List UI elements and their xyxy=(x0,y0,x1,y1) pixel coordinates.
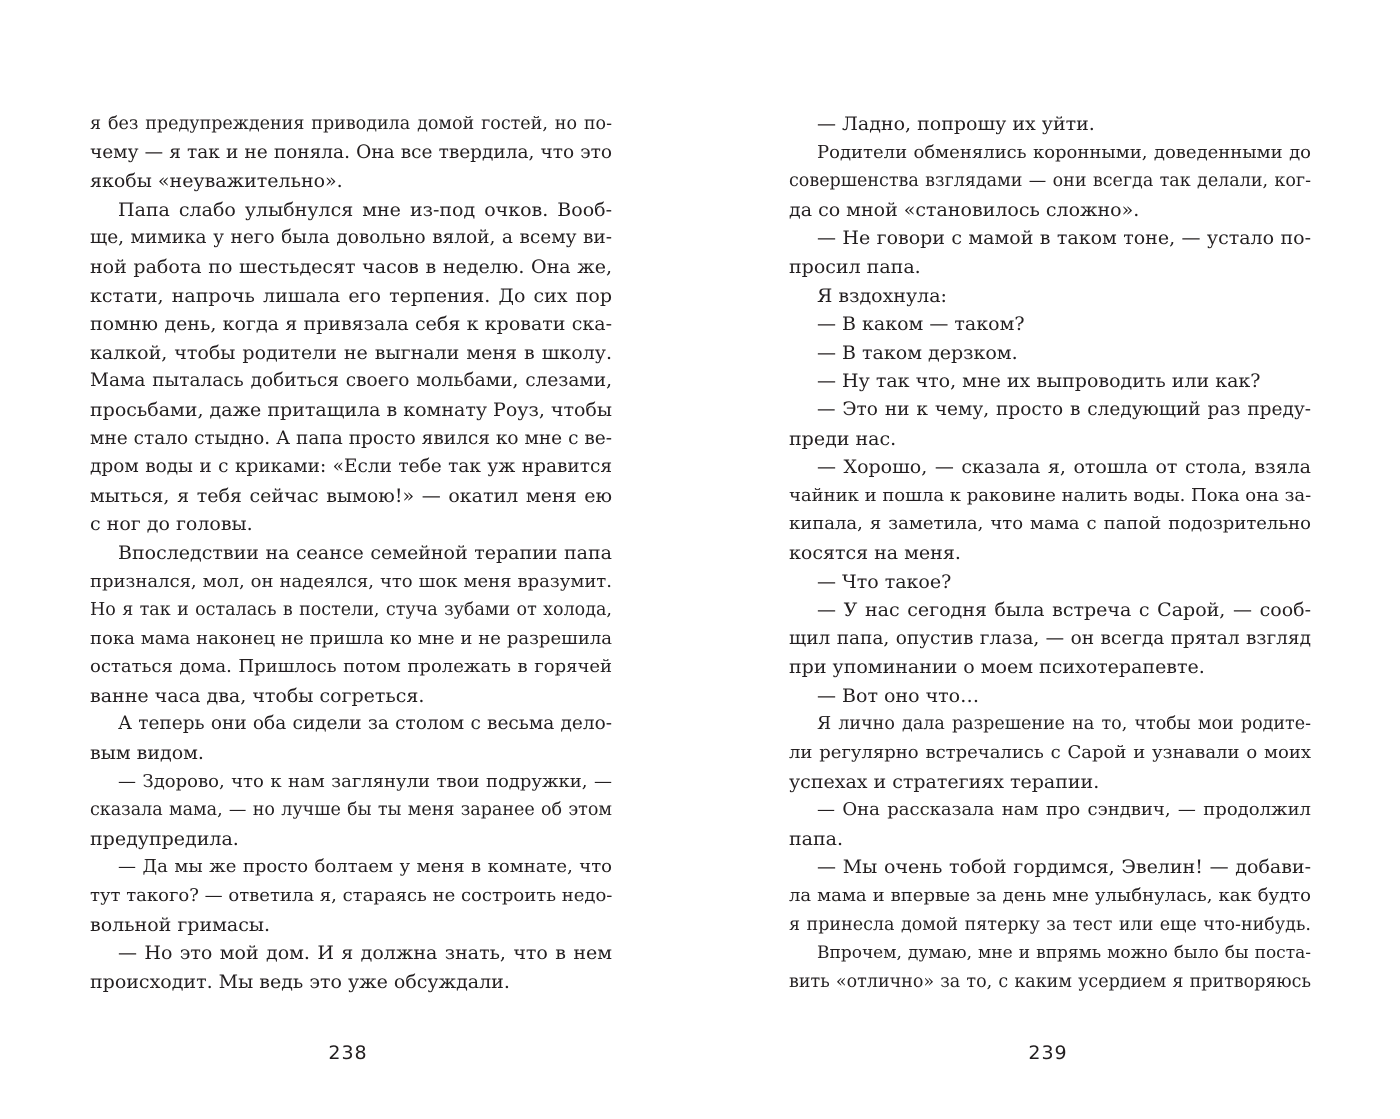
text-line: Я лично дала разрешение на то, чтобы мои родите- xyxy=(817,714,1311,735)
text-line: Но я так и осталась в постели, стуча зубами от холода, xyxy=(90,600,612,621)
text-line: помню день, когда я привязала себя к кровати ска- xyxy=(90,313,612,336)
text-line: преди нас. xyxy=(789,427,897,450)
text-line: папа. xyxy=(789,827,844,850)
text-line: — Ладно, попрошу их уйти. xyxy=(817,113,1095,135)
text-line: — У нас сегодня была встреча с Сарой, — сооб- xyxy=(817,599,1311,622)
text-line: ли регулярно встречались с Сарой и узнавали о моих xyxy=(789,742,1311,764)
text-line: — Она рассказала нам про сэндвич, — продолжил xyxy=(817,799,1311,821)
text-line: Мама пыталась добиться своего мольбами, слезами, xyxy=(90,370,612,392)
text-line: — Но это мой дом. И я должна знать, что в нем xyxy=(118,942,612,965)
text-line: я принесла домой пятерку за тест или еще что-нибудь. xyxy=(789,914,1311,935)
text-line: — Мы очень тобой гордимся, Эвелин! — добави- xyxy=(817,856,1311,879)
right-page-text xyxy=(789,110,1311,1010)
text-line: Впоследствии на сеансе семейной терапии папа xyxy=(118,541,612,564)
text-line: сказала мама, — но лучше бы ты меня заранее об этом xyxy=(90,800,612,821)
text-line: — Здорово, что к нам заглянули твои подружки, — xyxy=(118,770,612,792)
text-line: кстати, напрочь лишала его терпения. До сих пор xyxy=(90,284,612,307)
text-line: — Хорошо, — сказала я, отошла от стола, взяла xyxy=(817,456,1311,479)
text-line: остаться дома. Пришлось потом пролежать в горячей xyxy=(90,656,612,678)
text-line: тут такого? — ответила я, стараясь не состроить недо- xyxy=(90,885,613,907)
text-line: — В каком — таком? xyxy=(817,313,1025,336)
text-line: происходит. Мы ведь это уже обсуждали. xyxy=(90,970,510,993)
text-line: — Вот оно что… xyxy=(817,684,980,707)
text-line: просил папа. xyxy=(789,255,921,278)
text-line: мыться, я тебя сейчас вымою!» — окатил меня ею xyxy=(90,484,612,507)
text-line: успехах и стратегиях терапии. xyxy=(789,770,1100,793)
text-line: ной работа по шестьдесят часов в неделю. Она же, xyxy=(90,255,612,278)
text-line: ла мама и впервые за день мне улыбнулась, как будто xyxy=(789,885,1311,907)
text-line: признался, мол, он надеялся, что шок меня вразумит. xyxy=(90,570,612,592)
text-line: Я вздохнула: xyxy=(817,284,947,307)
text-line: предупредила. xyxy=(90,827,239,850)
text-line: ще, мимика у него была довольно вялой, а всему ви- xyxy=(90,227,612,249)
text-line: дром воды и с криками: «Если тебе так уж нравится xyxy=(90,456,612,478)
text-line: — В таком дерзком. xyxy=(817,341,1018,364)
text-line: — Не говори с мамой в таком тоне, — устало по- xyxy=(817,227,1311,250)
text-line: вольной гримасы. xyxy=(90,913,271,936)
text-line: с ног до головы. xyxy=(90,513,253,536)
text-line: Впрочем, думаю, мне и впрямь можно было бы поста- xyxy=(817,943,1311,964)
text-line: — Это ни к чему, просто в следующий раз преду- xyxy=(817,398,1311,420)
text-line: ванне часа два, чтобы согреться. xyxy=(90,684,425,707)
text-line: я без предупреждения приводила домой гостей, но по- xyxy=(90,114,612,134)
text-line: да со мной «становилось сложно». xyxy=(789,198,1140,221)
text-line: мне стало стыдно. А папа просто явился ко мне с ве- xyxy=(90,427,612,449)
text-line: при упоминании о моем психотерапевте. xyxy=(789,656,1205,679)
text-line: — Ну так что, мне их выпроводить или как? xyxy=(817,370,1261,393)
left-page-text xyxy=(90,110,612,1010)
right-page-number: 239 xyxy=(1028,1042,1068,1064)
text-line: пока мама наконец не пришла ко мне и не разрешила xyxy=(90,627,612,649)
text-line: вым видом. xyxy=(90,742,204,765)
text-line: совершенства взглядами — они всегда так делали, ког- xyxy=(789,171,1311,192)
text-line: косятся на меня. xyxy=(789,541,961,564)
text-line: чему — я так и не поняла. Она все твердила, что это xyxy=(90,141,612,163)
text-line: кипала, я заметила, что мама с папой подозрительно xyxy=(789,513,1311,535)
text-line: — Да мы же просто болтаем у меня в комнате, что xyxy=(118,856,612,878)
text-line: калкой, чтобы родители не выгнали меня в школу. xyxy=(90,341,612,364)
text-line: чайник и пошла к раковине налить воды. Пока она за- xyxy=(789,484,1312,506)
text-line: якобы «неуважительно». xyxy=(90,170,343,193)
left-page-number: 238 xyxy=(328,1042,368,1064)
text-line: Папа слабо улыбнулся мне из-под очков. Вооб- xyxy=(118,198,612,221)
text-line: — Что такое? xyxy=(817,570,952,593)
text-line: вить «отлично» за то, с каким усердием я притворяюсь xyxy=(789,971,1311,992)
text-line: Родители обменялись коронными, доведенными до xyxy=(817,141,1311,163)
text-line: просьбами, даже притащила в комнату Роуз, чтобы xyxy=(90,398,612,421)
text-line: щил папа, опустив глаза, — он всегда прятал взгляд xyxy=(789,627,1311,649)
text-line: А теперь они оба сидели за столом с весьма дело- xyxy=(118,713,612,735)
